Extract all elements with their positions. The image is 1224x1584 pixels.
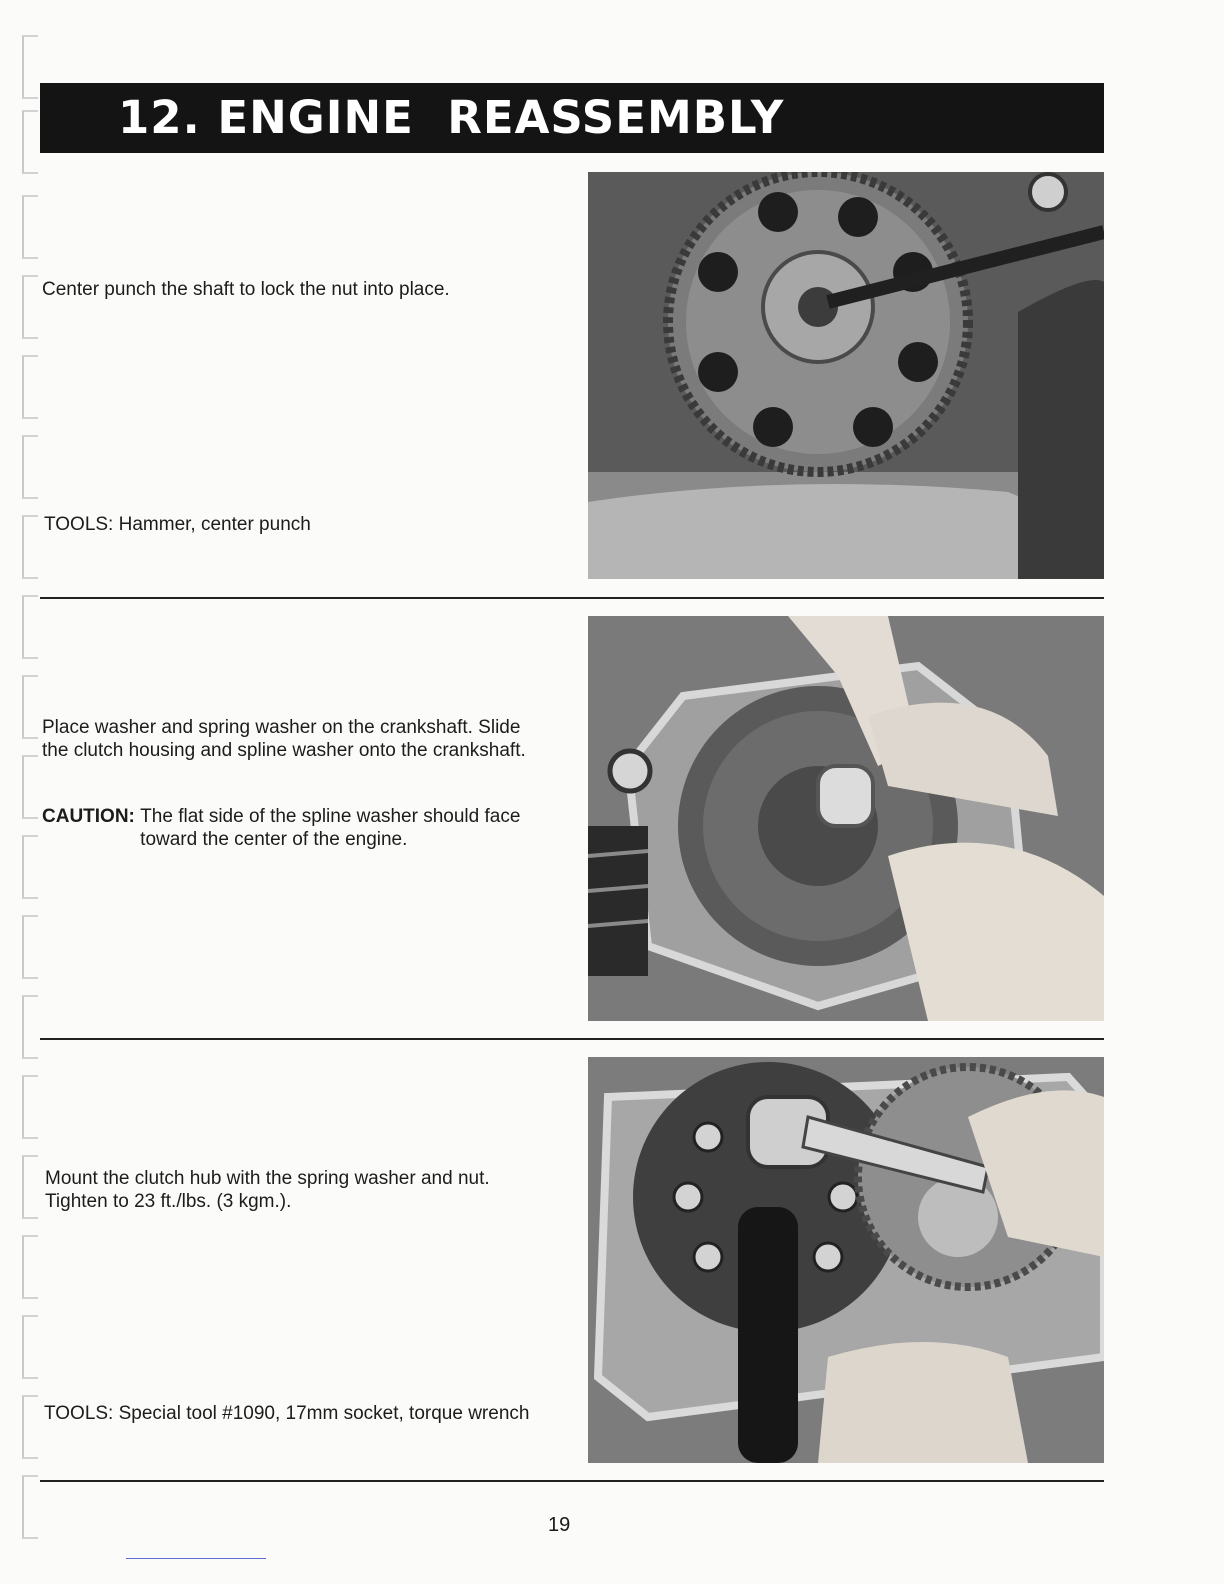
- tools-label: TOOLS:: [44, 1403, 114, 1424]
- binder-mark: [22, 1315, 38, 1379]
- binder-mark: [22, 110, 38, 174]
- binder-mark: [22, 515, 38, 579]
- clutch-housing-photo-icon: [588, 616, 1104, 1021]
- binder-mark: [22, 1475, 38, 1539]
- binder-mark: [22, 435, 38, 499]
- gear-photo-icon: [588, 172, 1104, 579]
- binder-mark: [22, 35, 38, 99]
- section-divider: [40, 597, 1104, 599]
- instruction-text: Place washer and spring washer on the crankshaft. Slide the clutch housing and spline washer onto the crankshaft.: [42, 717, 526, 761]
- binder-mark: [22, 755, 38, 819]
- binder-mark: [22, 1235, 38, 1299]
- tools-label: TOOLS:: [44, 514, 114, 535]
- page-title: 12. ENGINE REASSEMBLY: [118, 91, 785, 144]
- footer-line: [126, 1558, 266, 1559]
- caution-text: The flat side of the spline washer should face toward the center of the engine.: [140, 806, 521, 850]
- step-1-tools: [44, 513, 564, 536]
- binder-mark: [22, 275, 38, 339]
- tools-value: Special tool #1090, 17mm socket, torque wrench: [118, 1403, 530, 1424]
- binder-mark: [22, 1395, 38, 1459]
- tools-value: Hammer, center punch: [118, 514, 311, 535]
- page-number: 19: [548, 1514, 571, 1536]
- step-3-instruction: [45, 1167, 535, 1213]
- step-1-instruction: [42, 278, 562, 301]
- step-3-photo: [588, 1057, 1104, 1463]
- instruction-text: Center punch the shaft to lock the nut into place.: [42, 279, 450, 300]
- step-2-photo: [588, 616, 1104, 1021]
- binder-mark: [22, 1075, 38, 1139]
- instruction-text: Mount the clutch hub with the spring washer and nut. Tighten to 23 ft./lbs. (3 kgm.).: [45, 1168, 490, 1212]
- section-header: [40, 83, 1104, 153]
- binder-mark: [22, 195, 38, 259]
- section-divider: [40, 1480, 1104, 1482]
- section-divider: [40, 1038, 1104, 1040]
- binder-mark: [22, 355, 38, 419]
- binder-mark: [22, 915, 38, 979]
- caution-label: CAUTION:: [42, 806, 135, 827]
- step-1-photo: [588, 172, 1104, 579]
- binder-mark: [22, 595, 38, 659]
- binder-mark: [22, 675, 38, 739]
- step-3-tools: [44, 1402, 544, 1425]
- step-2-caution: [42, 805, 562, 851]
- binder-mark: [22, 835, 38, 899]
- binder-mark: [22, 995, 38, 1059]
- ratchet-wrench-photo-icon: [588, 1057, 1104, 1463]
- step-2-instruction: [42, 716, 542, 762]
- binder-mark: [22, 1155, 38, 1219]
